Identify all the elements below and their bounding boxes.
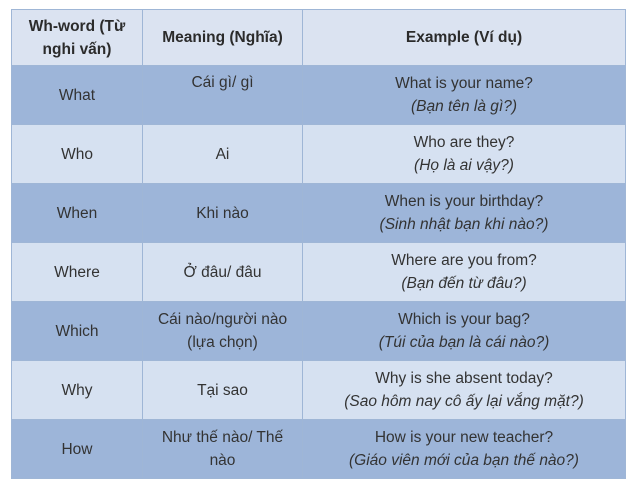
wh-word-cell: Who: [12, 125, 143, 184]
example-english: How is your new teacher?: [374, 429, 554, 446]
header-example: Example (Ví dụ): [303, 10, 626, 66]
example-cell: [303, 243, 626, 302]
table-row: [12, 302, 626, 361]
wh-words-table: [11, 9, 626, 479]
example-english: Who are they?: [413, 134, 515, 151]
table-row: [12, 361, 626, 420]
example-english: When is your birthday?: [384, 193, 544, 210]
example-cell: [303, 184, 626, 243]
wh-word-cell: How: [12, 420, 143, 479]
wh-word-cell: Where: [12, 243, 143, 302]
example-cell: [303, 302, 626, 361]
example-vietnamese: (Bạn tên là gì?): [411, 98, 517, 115]
meaning-cell: Cái nào/người nào (lựa chọn): [143, 302, 303, 361]
meaning-cell: Khi nào: [143, 184, 303, 243]
wh-word-cell: Why: [12, 361, 143, 420]
table-row: [12, 243, 626, 302]
example-cell: [303, 361, 626, 420]
wh-word-cell: What: [12, 66, 143, 125]
meaning-cell: Như thế nào/ Thế nào: [143, 420, 303, 479]
example-english: Why is she absent today?: [375, 370, 553, 387]
table-row: [12, 184, 626, 243]
example-vietnamese: (Giáo viên mới của bạn thế nào?): [349, 452, 579, 469]
example-vietnamese: (Sao hôm nay cô ấy lại vắng mặt?): [344, 393, 584, 410]
table-header-row: [12, 10, 626, 66]
example-english: Which is your bag?: [398, 311, 530, 328]
example-english: Where are you from?: [391, 252, 537, 269]
wh-word-cell: When: [12, 184, 143, 243]
meaning-cell: Ở đâu/ đâu: [143, 243, 303, 302]
table-row: [12, 66, 626, 125]
example-english: What is your name?: [395, 75, 533, 92]
example-vietnamese: (Sinh nhật bạn khi nào?): [379, 216, 549, 233]
example-vietnamese: (Bạn đến từ đâu?): [401, 275, 527, 292]
example-cell: [303, 125, 626, 184]
example-cell: [303, 420, 626, 479]
meaning-cell: Tại sao: [143, 361, 303, 420]
header-meaning: Meaning (Nghĩa): [143, 10, 303, 66]
table-row: [12, 125, 626, 184]
wh-word-cell: Which: [12, 302, 143, 361]
meaning-cell: Cái gì/ gì: [143, 66, 303, 125]
example-vietnamese: (Họ là ai vậy?): [414, 157, 514, 174]
header-wh-word: Wh-word (Từ nghi vấn): [12, 10, 143, 66]
example-cell: [303, 66, 626, 125]
meaning-cell: Ai: [143, 125, 303, 184]
example-vietnamese: (Túi của bạn là cái nào?): [378, 334, 550, 351]
table-row: [12, 420, 626, 479]
